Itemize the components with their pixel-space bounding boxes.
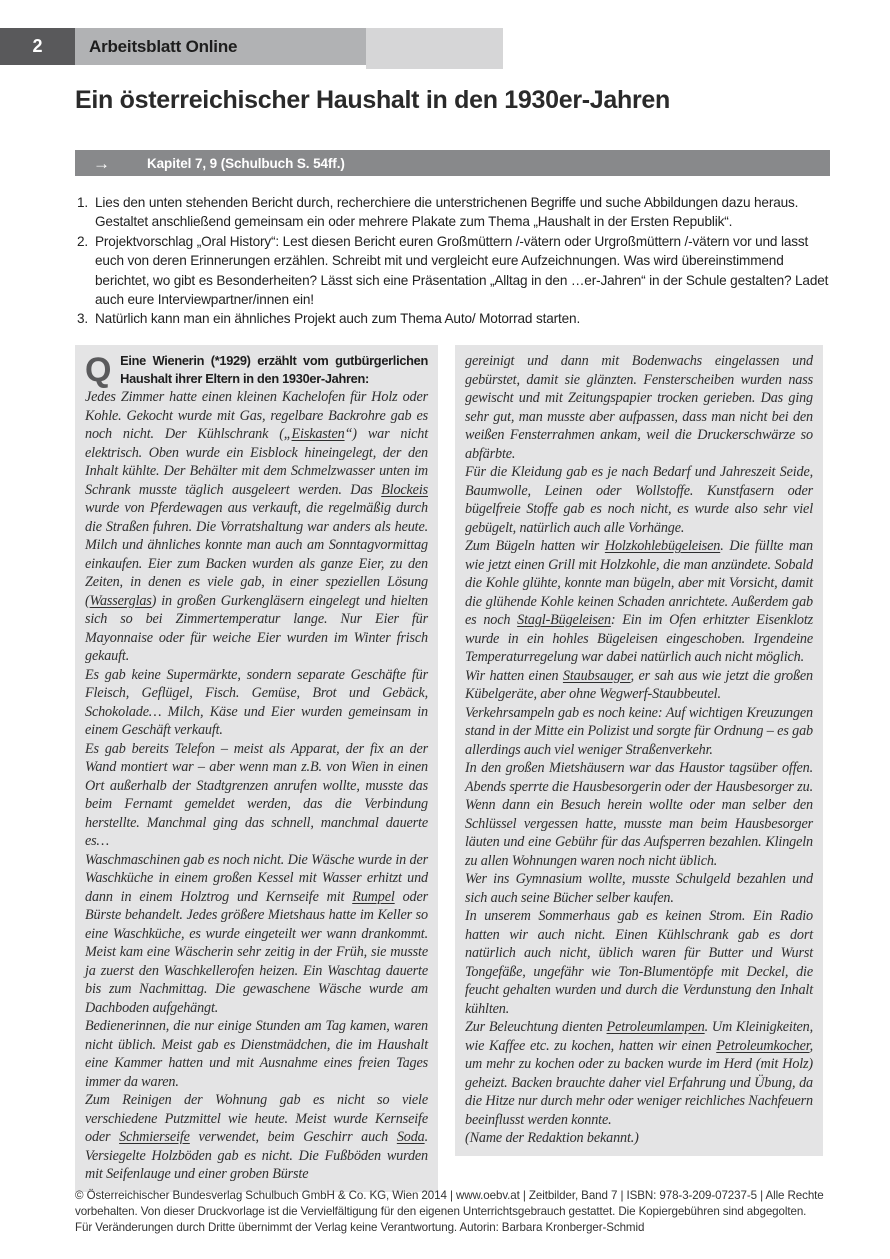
underlined-term: Blockeis — [381, 481, 428, 498]
chapter-reference-bar — [75, 150, 830, 176]
source-paragraph: Wir hatten einen Staubsauger, er sah aus wie jetzt die großen Kübelgeräte, aber ohne Wegwerf-Staubbeutel. — [465, 667, 813, 702]
task-item — [75, 193, 837, 232]
source-column-left — [75, 345, 438, 1192]
source-paragraph: Wer ins Gymnasium wollte, musste Schulgeld bezahlen und sich auch seine Bücher selber kaufen. — [465, 871, 813, 906]
source-marker-q: Q — [85, 351, 112, 389]
chapter-label: Kapitel 7, 9 (Schulbuch S. 54ff.) — [147, 155, 345, 171]
source-paragraph: In unserem Sommerhaus gab es keinen Strom. Ein Radio hatten wir auch nicht. Einen Kühlschrank gab es dort natürlich auch nicht, üblich waren für Butter und Wurst Tongefäße, ungefähr wie Ton-Blumentöpfe mit Deckel, die feucht gehalten wurden und durch die Verdunstung den Inhalt kühlten. — [465, 908, 813, 1017]
arrow-right-icon: → — [93, 153, 110, 173]
header-label-text: Arbeitsblatt Online — [89, 36, 238, 56]
task-number: 3. — [77, 311, 89, 327]
source-paragraph: Verkehrsampeln gab es noch keine: Auf wichtigen Kreuzungen stand in der Mitte ein Polizist und sorgte für Ordnung – es gab allerdings auch viel weniger Straßenverkehr. — [465, 704, 813, 758]
task-number: 2. — [77, 233, 89, 249]
imprint-line: vorbehalten. Von dieser Druckvorlage ist die Vervielfältigung für den eigenen Unterrichtsgebrauch gestattet. Die Kopiergebühren sind abgegolten. — [75, 1204, 807, 1218]
source-paragraph: In den großen Mietshäusern war das Haustor tagsüber offen. Abends sperrte die Hausbesorgerin oder der Hausbesorger zu. Wenn dann ein Besuch herein wollte oder man selber den Schlüssel vergessen hatte, musste man beim Hausbesorger läuten und eine Gebühr für das Aufsperren bezahlen. Klingeln zu allen Wohnungen waren noch nicht üblich. — [465, 760, 813, 869]
task-text: Lies den unten stehenden Bericht durch, recherchiere die unterstrichenen Begriffe und suche Abbildungen dazu heraus. Gestaltet anschließend gemeinsam ein oder mehrere Plakate zum Thema „Haushalt in der Ersten Republik“. — [95, 195, 799, 230]
underlined-term: Petroleumkocher — [716, 1037, 810, 1054]
source-right-paragraphs — [465, 352, 813, 1148]
task-item — [75, 232, 837, 310]
source-column-right — [455, 345, 823, 1156]
underlined-term: Petroleumlampen — [606, 1019, 705, 1035]
underlined-term: Staubsauger — [562, 667, 631, 684]
worksheet-header-label — [75, 28, 366, 65]
task-text: Natürlich kann man ein ähnliches Projekt auch zum Thema Auto/ Motorrad starten. — [95, 311, 581, 327]
source-paragraph: Waschmaschinen gab es noch nicht. Die Wäsche wurde in der Waschküche in einem großen Kessel mit Wasser erhitzt und dann in einem Holztrog und Kernseife mit Rumpel oder Bürste behandelt. Jedes größere Mietshaus hatte im Keller so eine Waschküche, es wurde eingeteilt wer wann drankommt. Meist kam eine Wäscherin sehr zeitig in der Früh, sie musste ja zuerst den Waschkellerofen heizen. Ein Waschtag dauerte bis zum Nachmittag. Die gewaschene Wäsche wurde am Dachboden aufgehängt. — [85, 851, 428, 1016]
underlined-term: Soda — [396, 1129, 425, 1145]
source-paragraph: Jedes Zimmer hatte einen kleinen Kachelofen für Holz oder Kohle. Gekocht wurde mit Gas, regelbare Backrohre gab es noch nicht. Der Kühlschrank („Eiskasten“) war nicht elektrisch. Oben wurde ein Eisblock hineingelegt, der den Inhalt kühlte. Der Behälter mit dem Schmelzwasser unten im Schrank musste täglich ausgeleert werden. Das Blockeis wurde von Pferdewagen aus verkauft, die regelmäßig durch die Straßen fuhren. Die Vorratshaltung war anders als heute. Milch und ähnliches konnte man auch am Sonntagvormittag einkaufen. Eier zum Backen wurden als ganze Eier, zu den Zeiten, in denen es viele gab, in einer speziellen Lösung (Wasserglas) in großen Gurkengläsern eingelegt und hielten sich so bei Zimmertemperatur lange. Nur Eier für Mayonnaise oder für weiche Eier wurden im Winter frisch gekauft. — [85, 389, 428, 664]
source-intro-text: Eine Wienerin (*1929) erzählt vom gutbürgerlichen Haushalt ihrer Eltern in den 1930er-Jahren: — [120, 353, 428, 386]
underlined-term: Stagl-Bügeleisen — [517, 612, 611, 628]
page-number: 2 — [32, 36, 43, 56]
header-decoration-bar — [366, 28, 503, 69]
source-paragraph: gereinigt und dann mit Bodenwachs eingelassen und gebürstet, damit sie glänzten. Fensterscheiben wurden nass gewischt und mit Zeitungspapier trocken gerieben. Das ging sehr gut, man musste aber aufpassen, dass man nicht bei den weißen Fensterrahmen ankam, weil die Druckerschwärze so abfärbte. — [465, 353, 813, 462]
imprint-footer — [75, 1188, 845, 1236]
task-list — [75, 193, 837, 329]
task-text: Projektvorschlag „Oral History“: Lest diesen Bericht euren Großmüttern /-vätern oder Urgroßmüttern /-vätern vor und lasst euch von deren Erinnerungen erzählen. Schreibt mit und vergleicht eure Aufzeichnungen. Was wird übereinstimmend berichtet, wo gibt es Besonderheiten? Lässt sich eine Präsentation „Alltag in den …er-Jahren“ in der Schule gestalten? Ladet auch eure Interviewpartner/innen ein! — [95, 233, 829, 308]
source-paragraph: Bedienerinnen, die nur einige Stunden am Tag kamen, waren nicht üblich. Meist gab es Dienstmädchen, die im Haushalt eine Kammer hatten und mit Ausnahme eines freien Tages immer da waren. — [85, 1018, 428, 1090]
page-number-badge — [0, 28, 75, 65]
underlined-term: Holzkohlebügeleisen — [604, 538, 721, 554]
task-item — [75, 309, 837, 328]
task-number: 1. — [77, 195, 89, 210]
source-left-paragraphs — [85, 388, 428, 1184]
source-paragraph: Es gab bereits Telefon – meist als Apparat, der fix an der Wand montiert war – aber wenn man z.B. von Wien in einen Ort außerhalb der Stadtgrenzen anrufen wollte, musste das beim Fernamt gemeldet werden, das die Verbindung herstellte. Manchmal ging das schnell, manchmal dauerte es… — [85, 740, 428, 849]
page-title: Ein österreichischer Haushalt in den 1930er-Jahren — [75, 86, 670, 114]
underlined-term: Schmierseife — [119, 1129, 190, 1145]
source-paragraph: Für die Kleidung gab es je nach Bedarf und Jahreszeit Seide, Baumwolle, Leinen oder Wollstoffe. Kunstfasern oder bügelfreie Stoffe gab es noch nicht, es wurde also sehr viel gebügelt, natürlich auch alle Vorhänge. — [465, 464, 813, 536]
imprint-line: © Österreichischer Bundesverlag Schulbuch GmbH & Co. KG, Wien 2014 | www.oebv.at | Zeitbilder, Band 7 | ISBN: 978-3-209-07237-5 | Alle Rechte — [75, 1189, 824, 1202]
source-paragraph: Zur Beleuchtung dienten Petroleumlampen. Um Kleinigkeiten, wie Kaffee etc. zu kochen, hatten wir einen Petroleumkocher, um mehr zu kochen oder zu backen wurde im Herd (mit Holz) geheizt. Backen brauchte daher viel Erfahrung und Übung, da die Hitze nur durch mehr oder weniger reichliches Nachfeuern beeinflusst werden konnte. — [465, 1019, 813, 1128]
imprint-line: Für Veränderungen durch Dritte übernimmt der Verlag keine Verantwortung. Autorin: Barbara Kronberger-Schmid — [75, 1220, 645, 1234]
source-paragraph: (Name der Redaktion bekannt.) — [465, 1130, 639, 1146]
source-paragraph: Es gab keine Supermärkte, sondern separate Geschäfte für Fleisch, Geflügel, Fisch. Gemüse, Brot und Gebäck, Schokolade… Milch, Käse und Eier wurden gemeinsam in einem Geschäft verkauft. — [85, 666, 428, 738]
source-paragraph: Zum Reinigen der Wohnung gab es nicht so viele verschiedene Putzmittel wie heute. Meist wurde Kernseife oder Schmierseife verwendet, beim Geschirr auch Soda. Versiegelte Holzböden gab es nicht. Die Fußböden wurden mit Seifenlauge und einer groben Bürste — [85, 1092, 429, 1182]
underlined-term: Wasserglas — [89, 592, 152, 609]
source-paragraph: Zum Bügeln hatten wir Holzkohlebügeleisen. Die füllte man wie jetzt einen Grill mit Holzkohle, die man anzündete. Sobald die Kohle glühte, konnte man bügeln, aber mit Vorsicht, damit die glühende Kohle keinen Schaden anrichtete. Außerdem gab es noch Stagl-Bügeleisen: Ein im Ofen erhitzter Eisenklotz wurde in ein hohles Bügeleisen eingeschoben. Irgendeine Temperaturregelung war dabei natürlich auch nicht möglich. — [465, 538, 813, 665]
underlined-term: Rumpel — [352, 888, 395, 905]
underlined-term: Eiskasten — [291, 426, 345, 442]
source-intro-block — [85, 352, 428, 388]
